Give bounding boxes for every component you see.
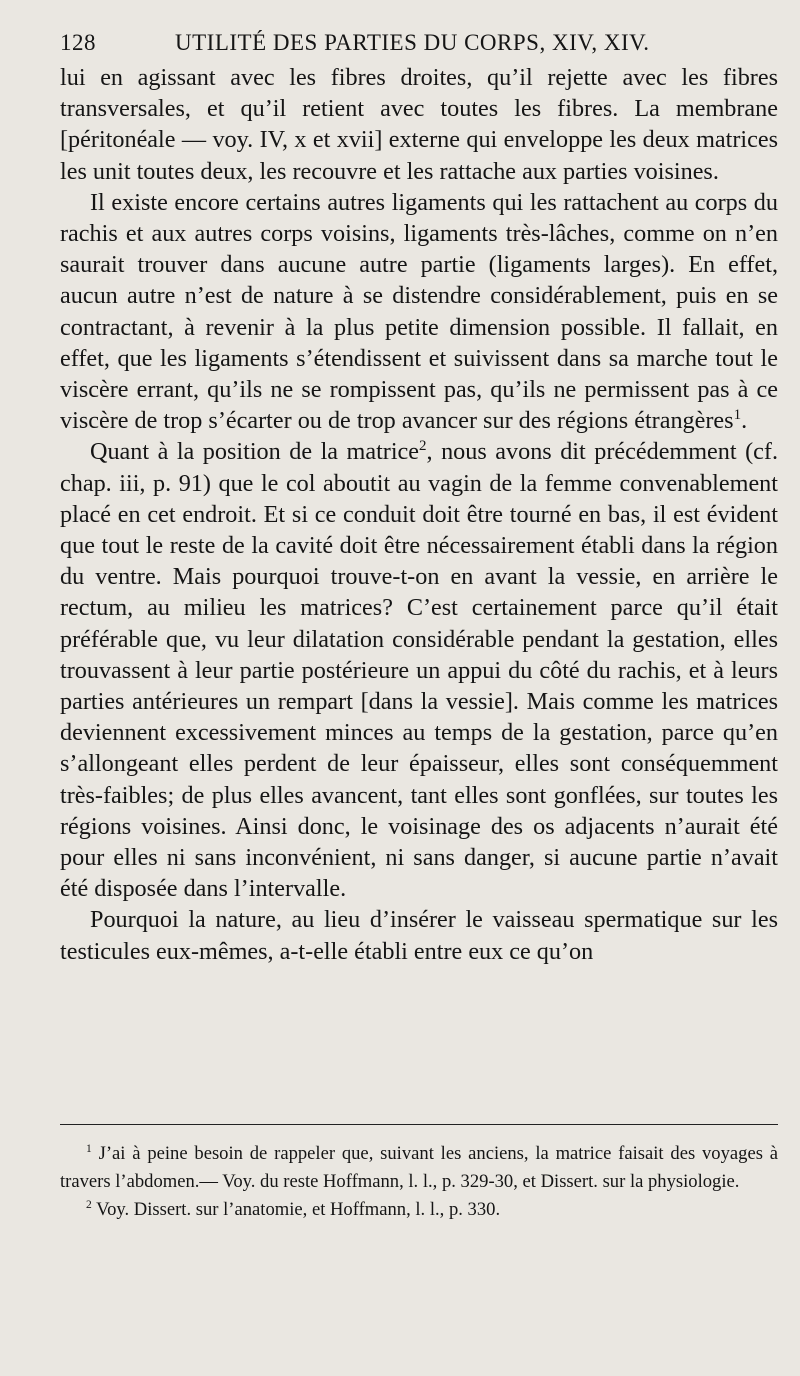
footnote — [60, 1196, 778, 1224]
footnote-ref: 1 — [733, 407, 742, 424]
paragraph-text: , nous avons dit précédemment (cf. chap. iii, p. 91) que le col aboutit au vagin de la femme convenablement placé en cet endroit. Et si ce conduit doit être tourné en bas, il est évident que tout le reste de la cavité doit être nécessairement établi dans la région du ventre. Mais pourquoi trouve-t-on en avant la vessie, en arrière le rectum, au milieu les matrices? C’est certainement parce qu’il était préférable que, vu leur dilatation considérable pendant la gestation, elles trouvassent à leur partie postérieure un appui du côté du rachis, et à leurs parties antérieures un rempart [dans la vessie]. Mais comme les matrices deviennent excessivement minces au temps de la gestation, parce qu’en s’allongeant elles perdent de leur épaisseur, elles sont conséquemment très-faibles; de plus elles avancent, tant elles sont gonflées, sur toutes les régions voisines. Ainsi donc, le voisinage des os adjacents n’aurait été pour elles ni sans inconvénient, ni sans danger, si aucune partie n’avait été disposée dans l’intervalle. — [60, 438, 778, 903]
paragraph-text: Il existe encore certains autres ligaments qui les rattachent au corps du rachis et aux autres corps voisins, ligaments très-lâches, comme on n’en saurait trouver dans aucune autre partie (ligaments larges). En effet, aucun autre n’est de nature à se distendre considérablement, puis en se contractant, à revenir à la plus petite dimension possible. Il fallait, en effet, que les ligaments s’étendissent et suivissent dans sa marche tout le viscère errant, qu’ils ne se rompissent pas, qu’ils ne permissent pas à ce viscère de trop s’écarter ou de trop avancer sur des régions étrangères — [60, 188, 778, 435]
footnote — [60, 1140, 778, 1196]
page-number: 128 — [60, 30, 96, 55]
body-text — [60, 62, 778, 967]
running-title: UTILITÉ DES PARTIES DU CORPS, XIV, XIV. — [175, 30, 650, 55]
paragraph — [60, 62, 778, 187]
paragraph-text: . — [741, 407, 748, 435]
paragraph-text: lui en agissant avec les fibres droites, qu’il rejette avec les fibres transversales, et qu’il retient avec toutes les fibres. La membrane [péritonéale — voy. IV, x et xvii] externe qui enveloppe les deux matrices les unit toutes deux, les recouvre et les rattache aux parties voisines. — [60, 64, 778, 185]
paragraph — [60, 904, 778, 966]
footnote-text: J’ai à peine besoin de rappeler que, suivant les anciens, la matrice faisait des voyages à travers l’abdomen.— Voy. du reste Hoffmann, l. l., p. 329-30, et Dissert. sur la physiologie. — [60, 1143, 778, 1192]
footnote-text: Voy. Dissert. sur l’anatomie, et Hoffmann, l. l., p. 330. — [96, 1199, 501, 1220]
footnote-marker: 2 — [86, 1198, 92, 1211]
paragraph — [60, 187, 778, 437]
paragraph-text: Quant à la position de la matrice — [90, 438, 420, 466]
footnote-divider — [60, 1124, 778, 1125]
footnote-ref: 2 — [419, 438, 427, 455]
paragraph — [60, 436, 778, 904]
paragraph-text: Pourquoi la nature, au lieu d’insérer le vaisseau spermatique sur les testicules eux-mêmes, a-t-elle établi entre eux ce qu’on — [60, 906, 778, 965]
page-header — [60, 30, 760, 60]
footnote-marker: 1 — [86, 1142, 92, 1155]
footnotes — [60, 1140, 778, 1224]
